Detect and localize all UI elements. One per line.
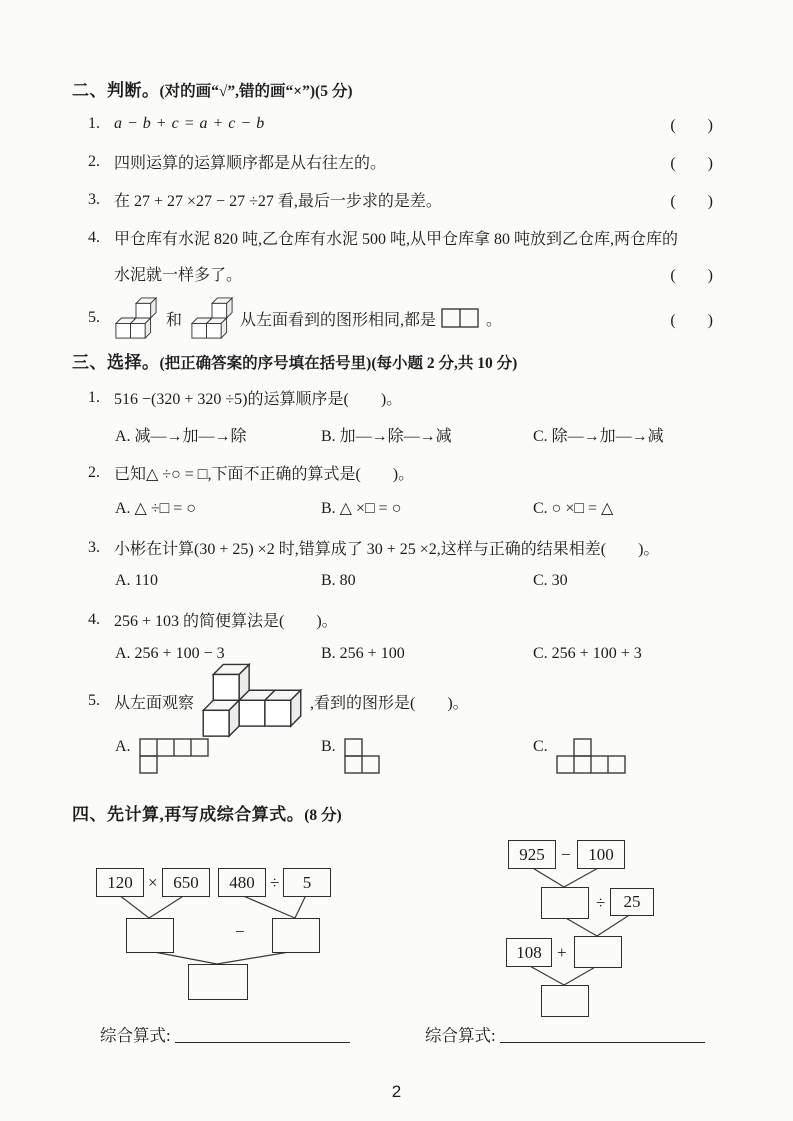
expression-label: 综合算式: [100,1026,171,1045]
option-b: B. 256 + 100 [321,645,405,662]
option-a: A. 256 + 100 − 3 [115,645,225,662]
minus-operator: − [561,845,571,864]
item-number: 5. [88,309,100,326]
view-shape-c-icon [556,738,628,776]
choice-q5-options [115,738,738,776]
flow-box-100: 100 [577,840,625,869]
option-a: A. △ ÷□ = ○ [115,500,196,517]
item-text: 水泥就一样多了。 [114,267,243,284]
option-c: C. [533,738,738,776]
flow-box-120: 120 [96,868,144,897]
answer-blank-line [500,1027,705,1043]
item-text: 甲仓库有水泥 820 吨,乙仓库有水泥 500 吨,从甲仓库拿 80 吨放到乙仓库,两仓库的 [114,231,679,248]
compute-title-note: (8 分) [304,807,342,824]
item-number: 3. [88,190,100,208]
minus-operator: − [235,922,245,941]
flow-box-result [188,964,248,1000]
choice-q4-stem: 4. 256 + 103 的简便算法是( )。 [88,610,338,630]
compute-diagrams [0,830,793,1022]
flow-box-650: 650 [162,868,210,897]
item-text: 四则运算的运算顺序都是从右往左的。 [114,155,387,172]
item-number: 2. [88,152,100,170]
judge-section-title [72,76,353,101]
answer-paren: ( ) [670,311,713,329]
item-text: 和 [166,311,183,329]
option-b: B. 80 [321,572,356,589]
choice-q1-options [115,423,738,446]
expression-label: 综合算式: [425,1026,496,1045]
judge-title-note: (对的画“√”,错的画“×”)(5 分) [159,83,353,100]
tree-connector-lines [0,830,793,1022]
judge-item-1 [88,112,713,135]
judge-item-4-line1 [88,226,713,249]
flow-box-925: 925 [508,840,556,869]
option-c: C. 除—→加—→减 [533,428,664,445]
answer-paren: ( ) [670,155,713,172]
multiply-operator: × [148,873,158,892]
option-a: A. [115,738,321,776]
flow-box-480: 480 [218,868,266,897]
option-b: B. 加—→除—→减 [321,428,452,445]
divide-operator: ÷ [596,893,606,912]
expression-answer-left [100,1022,350,1046]
answer-paren: ( ) [670,193,713,210]
judge-item-3 [88,188,713,211]
page-number: 2 [391,1082,402,1101]
view-shape-b-icon [344,738,382,776]
item-number: 1. [88,114,100,132]
cube-figure-right-icon [190,297,234,339]
item-text: 。 [486,311,503,329]
option-a: A. 减—→加—→除 [115,428,247,445]
choice-title-main: 三、选择。 [72,353,160,372]
choice-q1-stem: 1. 516 −(320 + 320 ÷5)的运算顺序是( )。 [88,388,403,408]
flow-box-blank [272,918,320,953]
judge-item-2 [88,150,713,173]
choice-title-note: (把正确答案的序号填在括号里)(每小题 2 分,共 10 分) [159,355,518,372]
view-shape-a-icon [139,738,211,776]
flow-box-blank [541,887,589,919]
answer-blank-line [175,1027,350,1043]
choice-q5-stem: 5. 从左面观察 ,看到的图形是( )。 [88,668,713,734]
flow-box-blank [126,918,174,953]
choice-q2-stem: 2. 已知△ ÷○ = □,下面不正确的算式是( )。 [88,463,415,483]
plus-operator: + [557,943,567,962]
item-text: 从左面看到的图形相同,都是 [240,311,437,329]
judge-title-main: 二、判断。 [72,81,160,100]
item-number: 4. [88,228,100,246]
choice-q3-options [115,572,738,590]
option-b: B. △ ×□ = ○ [321,500,402,517]
divide-operator: ÷ [270,873,280,892]
compute-title-main: 四、先计算,再写成综合算式。 [72,805,305,824]
item-text: a − b + c = a + c − b [114,114,265,132]
expression-answer-right [425,1022,705,1046]
flow-box-blank [574,936,622,968]
two-square-view-icon [441,307,481,329]
choice-section-title [72,348,517,373]
option-c: C. 256 + 100 + 3 [533,645,642,662]
option-c: C. ○ ×□ = △ [533,500,614,517]
judge-item-5 [88,292,713,344]
compute-section-title [72,800,342,825]
answer-paren: ( ) [670,267,713,284]
option-b: B. [321,738,533,776]
flow-box-108: 108 [506,938,552,967]
option-c: C. 30 [533,572,568,589]
judge-item-4-line2 [88,262,713,285]
five-cube-solid-icon [200,663,304,739]
answer-paren: ( ) [670,117,713,134]
cube-figure-left-icon [114,297,158,339]
option-a: A. 110 [115,572,158,589]
flow-box-25: 25 [610,888,654,916]
flow-box-result [541,985,589,1017]
choice-q2-options [115,498,738,518]
flow-box-5: 5 [283,868,331,897]
choice-q4-options [115,645,738,663]
choice-q3-stem: 3. 小彬在计算(30 + 25) ×2 时,错算成了 30 + 25 ×2,这样与正确的结果相差( )。 [88,538,660,558]
item-text: 在 27 + 27 ×27 − 27 ÷27 看,最后一步求的是差。 [114,193,442,210]
